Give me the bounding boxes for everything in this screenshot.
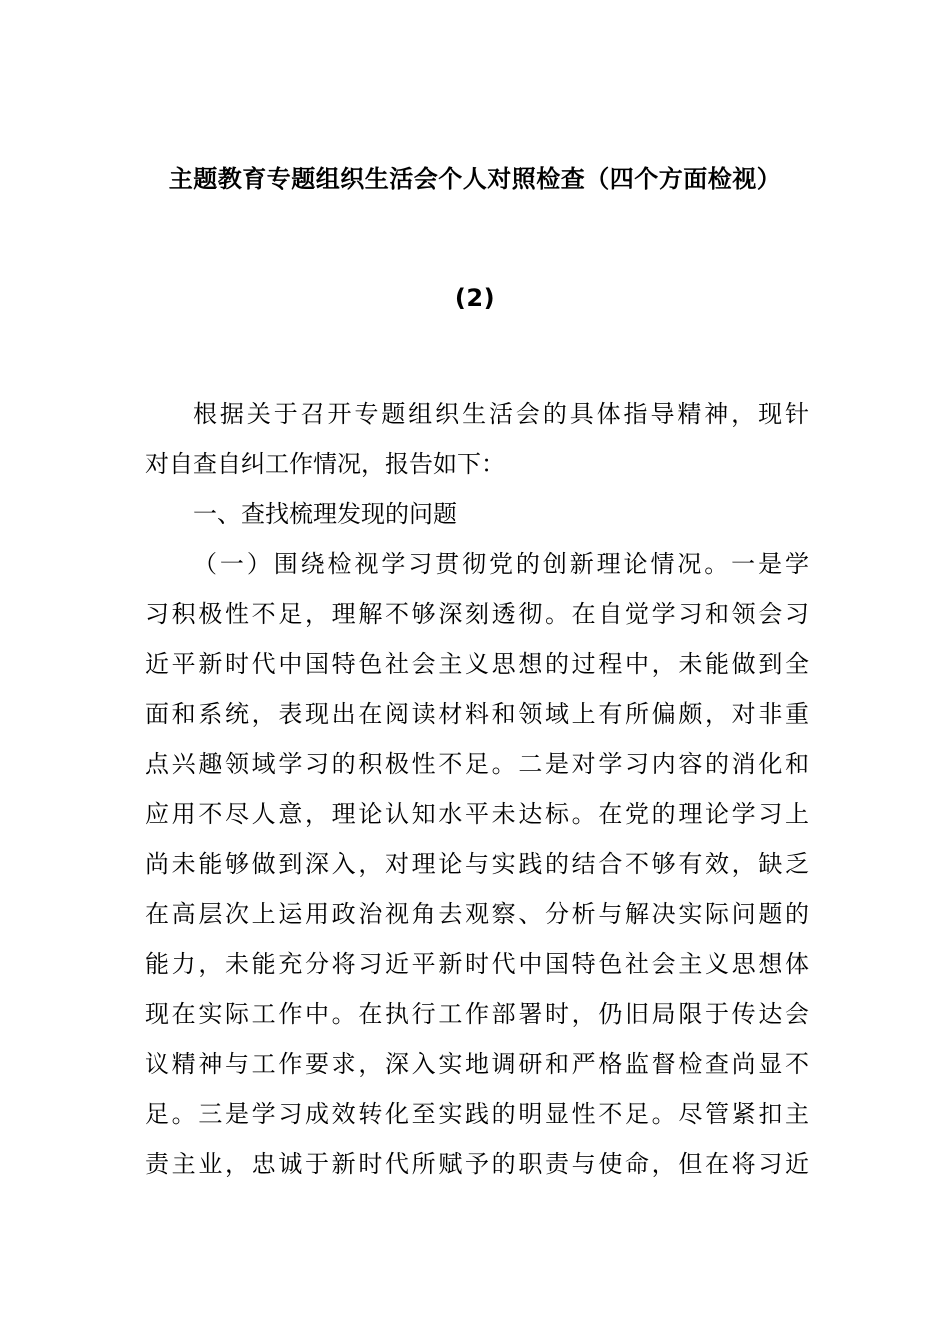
section-heading: 一、查找梳理发现的问题 xyxy=(193,500,457,528)
paragraph-line: 点兴趣领域学习的积极性不足。二是对学习内容的消化和 xyxy=(145,750,809,778)
paragraph-line: 议精神与工作要求，深入实地调研和严格监督检查尚显不 xyxy=(145,1050,809,1078)
paragraph-line: 习积极性不足，理解不够深刻透彻。在自觉学习和领会习 xyxy=(145,600,809,628)
document-body xyxy=(145,389,809,1189)
paragraph-line: 面和系统，表现出在阅读材料和领域上有所偏颇，对非重 xyxy=(145,700,809,728)
document-title-number: (2) xyxy=(454,284,496,312)
paragraph-line: 应用不尽人意，理论认知水平未达标。在党的理论学习上 xyxy=(145,800,809,828)
paragraph-line: 责主业，忠诚于新时代所赋予的职责与使命，但在将习近 xyxy=(145,1150,809,1178)
paragraph-line: 在高层次上运用政治视角去观察、分析与解决实际问题的 xyxy=(145,900,809,928)
paragraph-line: 现在实际工作中。在执行工作部署时，仍旧局限于传达会 xyxy=(145,1000,809,1028)
paragraph-line: 根据关于召开专题组织生活会的具体指导精神，现针 xyxy=(193,400,809,428)
paragraph-line: 对自查自纠工作情况，报告如下： xyxy=(145,450,505,478)
paragraph-line: 足。三是学习成效转化至实践的明显性不足。尽管紧扣主 xyxy=(145,1100,809,1128)
paragraph-line: 近平新时代中国特色社会主义思想的过程中，未能做到全 xyxy=(145,650,809,678)
paragraph-line: 能力，未能充分将习近平新时代中国特色社会主义思想体 xyxy=(145,950,809,978)
paragraph-line: （一）围绕检视学习贯彻党的创新理论情况。一是学 xyxy=(193,550,809,578)
paragraph-line: 尚未能够做到深入，对理论与实践的结合不够有效，缺乏 xyxy=(145,850,809,878)
document-title: 主题教育专题组织生活会个人对照检查（四个方面检视） xyxy=(168,165,782,193)
